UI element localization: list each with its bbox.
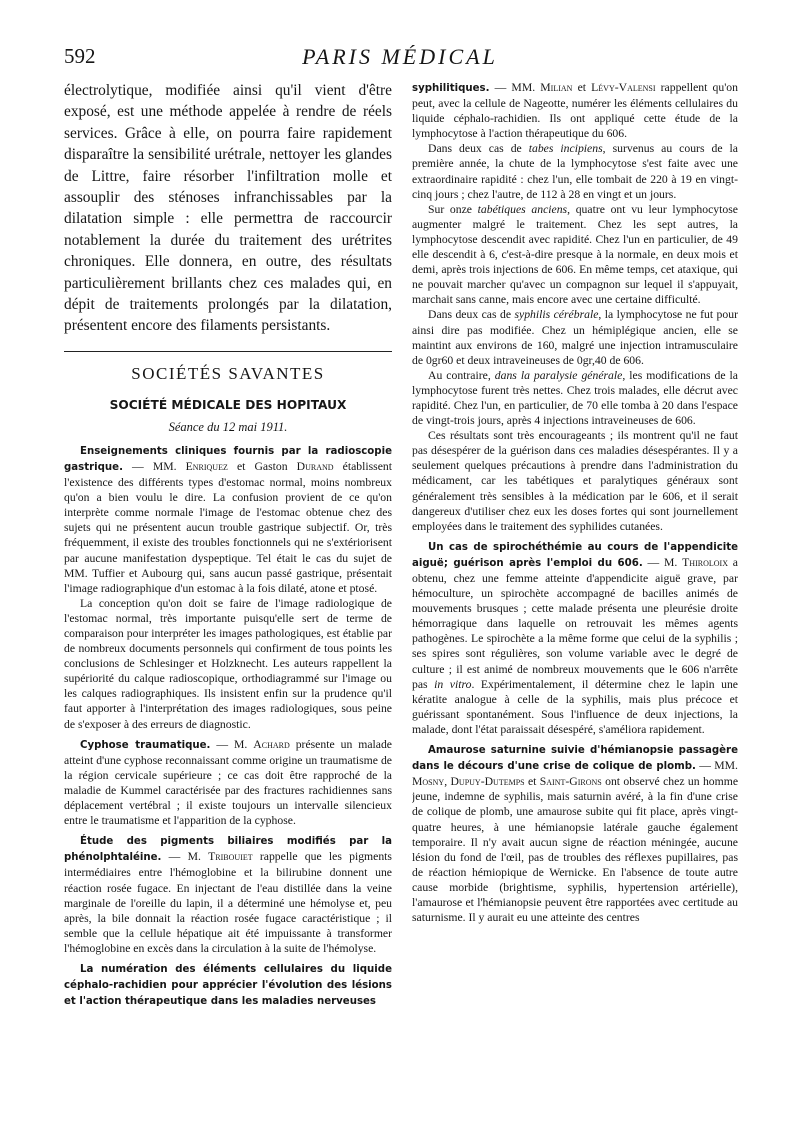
paragraph: Dans deux cas de syphilis cérébrale, la lymphocytose ne fut pour ainsi dire pas modifiée. Chez un hémiplégique ancien, elle se maintint aux environs de 160, malgré une injection intramusculaire de 0gr60 et deux intraveineuses de 0gr,40 de 606. [412, 308, 738, 367]
abstract-cyphose: Cyphose traumatique. — M. Achard présente un malade atteint d'une cyphose reconnaissant comme origine un traumatisme de la région cervicale supérieure ; ce cas doit être rapproché de la maladie de Kummel caractérisée par des fractures rachidiennes sans déplacement vertébral ; il existe toujours un intervalle silencieux entre le traumatisme et l'apparition de la cyphose. [64, 737, 392, 828]
abstract-spirochethemie: Un cas de spirochéthémie au cours de l'appendicite aiguë; guérison après l'emploi du 606. — M. Thiroloix a obtenu, chez une femme atteinte d'appendicite aiguë grave, par hémoculture, un spirochète accompagné de bacilles animés de mouvements brusques ; cette malade présenta une pleurésie droite hémorragique dans laquelle on retrouvait les mêmes agents pathogènes. Le spirochète a la même forme que celui de la syphilis ; ses spires sont régulières, son volume variable avec le degré de culture ; il est animé de nombreux mouvements que le 606 n'arrête pas in vitro. Expérimentalement, il détermine chez le lapin une kératite analogue à celle de la syphilis, mais plus précoce et guérissant spontanément. Sous l'influence de deux injections, la malade, dont l'état paraissait désespéré, s'améliora rapidement. [412, 541, 738, 736]
author-name: Dupuy-Dutemps [450, 775, 525, 789]
author-name: Enriquez [185, 459, 228, 473]
author-name: Saint-Girons [539, 775, 602, 789]
page-header [64, 44, 736, 74]
author-name: Tribouiet [208, 850, 253, 864]
page-number: 592 [64, 44, 96, 68]
abstract-pigments: Étude des pigments biliaires modifiés par la phénolphtaléine. — M. Tribouiet rappelle que les pigments intermédiaires entre l'hémoglobine et la bilirubine donnent une réaction rosée fugace. En injectant de l'eau distillée dans la veine marginale de l'oreille du lapin, il a déterminé une hémolyse et, peu après, la bile donnait la réaction rosée fugace caractéristique ; il semble que la cellule hépatique ait été impuissante à transformer l'hémoglobine en excès dans la circulation à la suite de l'hémolyse. [64, 836, 392, 955]
paragraph: Ces résultats sont très encourageants ; ils montrent qu'il ne faut pas désespérer de la guérison dans ces maladies désespérantes. Il y a seulement quelques précautions à prendre dans l'administration du médicament, car les tabétiques et paralytiques généraux sont généralement très sensibles à la médication par le 606, et il serait dangereux d'utiliser chez eux les doses fortes qui sont journellement employées dans le traitement des syphilides cutanées. [412, 429, 738, 533]
run-in-heading: Cyphose traumatique. [80, 739, 211, 751]
paragraph: Sur onze tabétiques anciens, quatre ont vu leur lymphocytose augmenter malgré le traitement. Chez les sept autres, la lymphocytose descendit avec rapidité. Chez l'un en particulier, de 49 elle descendit à 6, c'est-à-dire presque à la normale, en deux mois et demi, après trois injections de 606. En même temps, cet ataxique, qui ne pouvait marcher qu'avec un compagnon sur lequel il s'appuyait, marchait sans canne, mais encore avec une certaine difficulté. [412, 202, 738, 307]
run-in-heading: Un cas de spirochéthémie au cours de l'appendicite aiguë; guérison après l'emploi du 606. [412, 541, 738, 569]
author-name: Thiroloix [682, 555, 728, 569]
run-in-heading: La numération des éléments cellulaires du liquide céphalo-rachidien pour apprécier l'évolution des lésions et l'action thérapeutique dans les maladies nerveuses [64, 963, 392, 1008]
society-heading: SOCIÉTÉ MÉDICALE DES HOPITAUX [109, 397, 347, 412]
lead-paragraph: électrolytique, modifiée ainsi qu'il vient d'être exposé, est une méthode appelée à rendre de réels services. Grâce à elle, on pourra faire rapidement disparaître la sensibilité urétrale, nettoyer les glandes de Littre, faire résorber l'infiltration molle et assouplir des sténoses infranchissables par la dilatation simple : elle permettra de raccourcir notablement la durée du traitement des urétrites chroniques. Elle donnera, en outre, des résultats particulièrement brillants chez ces malades qui, en dépit de traitements prolongés par la dilatation, présentent encore des filaments persistants. [64, 82, 392, 335]
journal-title: PARIS MÉDICAL [302, 44, 498, 69]
author-name: Achard [253, 737, 290, 751]
abstract-amaurose: Amaurose saturnine suivie d'hémianopsie passagère dans le décours d'une crise de colique de plomb. — MM. Mosny, Dupuy-Dutemps et Saint-Girons ont observé chez un homme jeune, indemne de syphilis, mais saturnin avéré, à la fin d'une crise de colique de plomb, une amaurose subite qui fit place, après vingt-quatre heures, à une hémianopsie latérale gauche également temporaire. Il n'y avait aucun signe de réaction méningée, aucune lésion du fond de l'œil, pas de troubles des réflexes pupillaires, pas de réaction hémiopique de Wernicke. En l'absence de toute autre cause morbide (brightisme, syphilis, hypertension artérielle), l'amaurose et l'hémianopsie peuvent être rapportées avec certitude au saturnisme. Il y aurait eu une atteinte des centres [412, 745, 738, 925]
author-name: Durand [296, 459, 334, 473]
run-in-heading: syphilitiques. [412, 83, 490, 94]
author-name: Lévy-Valensi [591, 81, 656, 94]
run-in-heading: Amaurose saturnine suivie d'hémianopsie passagère dans le décours d'une crise de colique de plomb. [412, 745, 738, 773]
section-title: SOCIÉTÉS SAVANTES [131, 363, 325, 383]
section-divider [64, 351, 392, 352]
run-in-heading: Enseignements cliniques fournis par la radioscopie gastrique. [64, 445, 392, 473]
session-date: Séance du 12 mai 1911. [168, 419, 288, 434]
abstract-numeration-continued: syphilitiques. — MM. Milian et Lévy-Valensi rappellent qu'on peut, avec la cellule de Nageotte, numérer les éléments cellulaires du liquide céphalo-rachidien. Ils ont appliqué cette étude de la lymphocytose à l'action thérapeutique du 606. [412, 81, 738, 141]
author-name: Milian [540, 81, 573, 94]
paragraph: La conception qu'on doit se faire de l'image radiologique de l'estomac normal, très importante puisqu'elle sert de terme de comparaison pour interpréter les images pathologiques, est établie par de nombreux documents personnels qui confirment de tous points les conclusions de Schlesinger et Holzknecht. Les auteurs rappellent la supériorité du calque radioscopique, orthodiagrammé sur l'image ou les calques radiographiques. Ils insistent enfin sur la prudence qu'il faut apporter à l'interprétation des images radiologiques, sous peine de s'exposer à des erreurs de diagnostic. [64, 596, 392, 731]
right-column [412, 80, 738, 1120]
left-column [64, 80, 392, 1120]
author-name: Mosny [412, 775, 445, 789]
paragraph: Dans deux cas de tabes incipiens, survenus au cours de la première année, la chute de la lymphocytose s'est faite avec une extraordinaire rapidité : chez l'un, elle tombait de 220 à 19 en vingt-cinq jours ; chez l'autre, de 112 à 28 en vingt et un jours. [412, 142, 738, 201]
abstract-radioscopie: Enseignements cliniques fournis par la radioscopie gastrique. — MM. Enriquez et Gaston Durand établissent l'existence des différents types d'estomac normal, moins nombreux qu'on a bien voulu le dire. La confusion provient de ce qu'on interprète comme normale l'image de l'estomac obtenue chez des sujets qui ne présentent aucun trouble gastrique subjectif. Or, très fréquemment, il existe des troubles fonctionnels qui ne s'extériorisent par aucune manifestation dyspeptique. Tel était le cas du sujet de MM. Tuffier et Aubourg qui, sans aucun passé gastrique, présentait l'image radiographique d'un estomac à la fois dilaté, atone et ptosé. [64, 445, 392, 595]
paragraph: Au contraire, dans la paralysie générale, les modifications de la lymphocytose furent très nettes. Chez trois malades, elle décrut avec rapidité. Chez l'un, en particulier, de 70 elle tomba à 20 dans l'espace de vingt-trois jours, après 4 injections intraveineuses de 606. [412, 368, 738, 428]
run-in-heading: Étude des pigments biliaires modifiés par la phénolphtaléine. [64, 836, 392, 864]
abstract-numeration [64, 961, 392, 1009]
